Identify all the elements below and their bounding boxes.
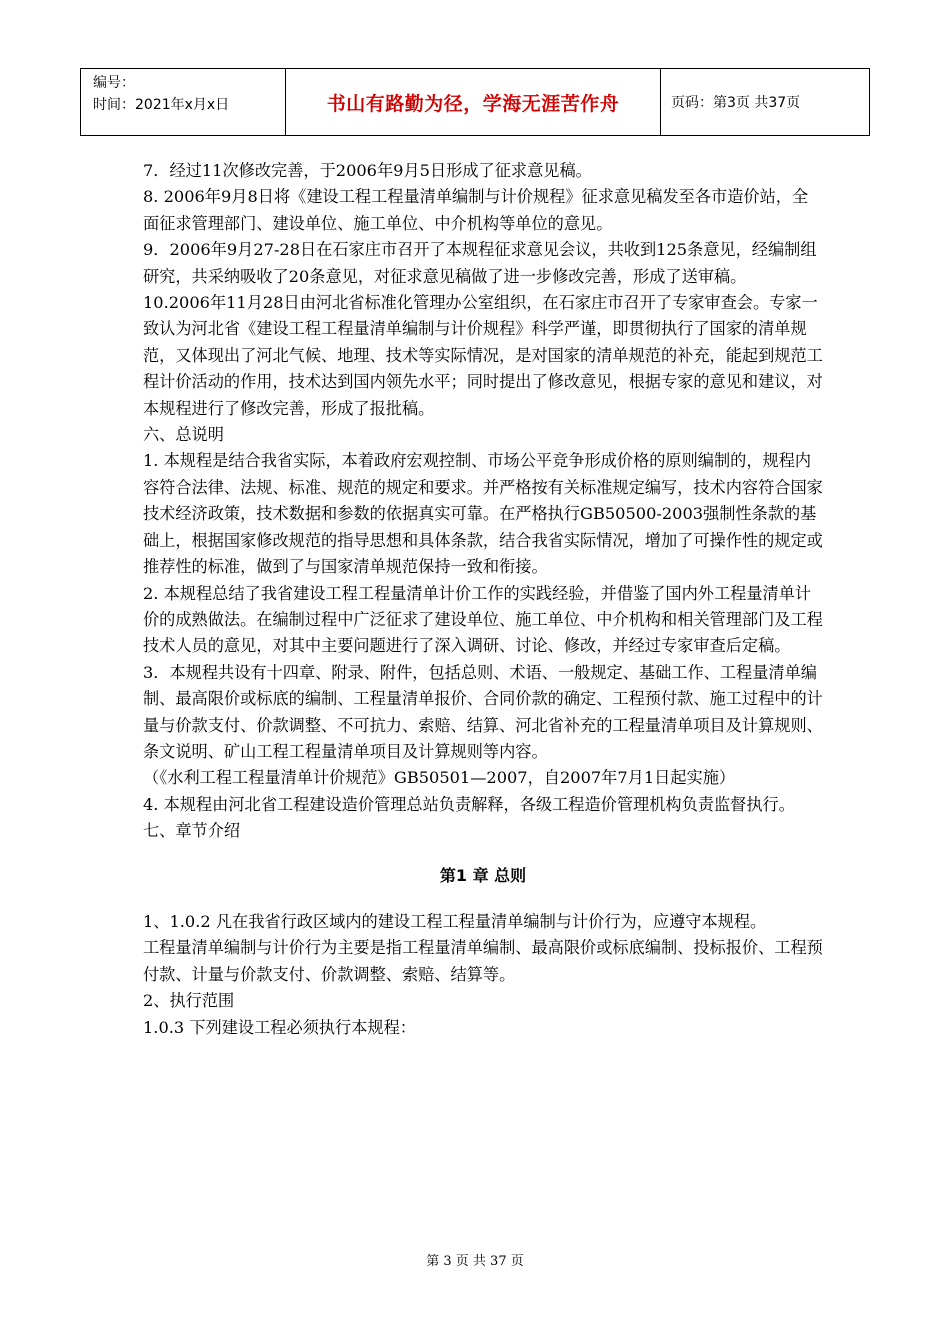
chapter-title: 第1 章 总则 [439,865,527,885]
document-body [143,158,823,1041]
section-heading: 六、总说明 [143,425,224,445]
paragraph: 1、1.0.2 凡在我省行政区域内的建设工程工程量清单编制与计价行为，应遵守本规程。 [143,911,767,931]
header-table [80,68,870,136]
paragraph: 2. 本规程总结了我省建设工程工程量清单计价工作的实践经验，并借鉴了国内外工程量清单计价的成熟做法。在编制过程中广泛征求了建设单位、施工单位、中介机构和相关管理部门及工程技术人员的意见，对其中主要问题进行了深入调研、讨论、修改，并经过专家审查后定稿。 [143,583,823,656]
paragraph: 4. 本规程由河北省工程建设造价管理总站负责解释，各级工程造价管理机构负责监督执行。 [143,794,795,814]
paragraph: 10.2006年11月28日由河北省标准化管理办公室组织，在石家庄市召开了专家审查会。专家一致认为河北省《建设工程工程量清单编制与计价规程》科学严谨，即贯彻执行了国家的清单规范，又体现出了河北气候、地理、技术等实际情况，是对国家的清单规范的补充，能起到规范工程计价活动的作用，技术达到国内领先水平；同时提出了修改意见，根据专家的意见和建议，对本规程进行了修改完善，形成了报批稿。 [143,293,823,418]
document-number-label: 编号： [93,75,135,91]
header-motto: 书山有路勤为径，学海无涯苦作舟 [326,92,620,115]
header-motto-cell [286,69,661,135]
section-heading: 2、执行范围 [143,991,235,1011]
paragraph: 1.0.3 下列建设工程必须执行本规程： [143,1017,416,1037]
document-time-label: 时间：2021年x月x日 [93,97,230,113]
paragraph: 7．经过11次修改完善，于2006年9月5日形成了征求意见稿。 [143,161,592,180]
header-page-info: 页码：第3页 共37页 [671,95,801,111]
header-page-cell [661,69,869,135]
paragraph: 8. 2006年9月8日将《建设工程工程量清单编制与计价规程》征求意见稿发至各市造价站，全面征求管理部门、建设单位、施工单位、中介机构等单位的意见。 [143,187,809,233]
paragraph: （《水利工程工程量清单计价规范》GB50501—2007，自2007年7月1日起实施） [143,768,736,788]
header-left-cell [81,69,286,135]
page-footer: 第 3 页 共 37 页 [426,1254,524,1269]
paragraph: 3．本规程共设有十四章、附录、附件，包括总则、术语、一般规定、基础工作、工程量清单编制、最高限价或标底的编制、工程量清单报价、合同价款的确定、工程预付款、施工过程中的计量与价款支付、价款调整、不可抗力、索赔、结算、河北省补充的工程量清单项目及计算规则、条文说明、矿山工程工程量清单项目及计算规则等内容。 [143,662,823,761]
paragraph: 1. 本规程是结合我省实际，本着政府宏观控制、市场公平竞争形成价格的原则编制的，规程内容符合法律、法规、标准、规范的规定和要求。并严格按有关标准规定编写，技术内容符合国家技术经济政策，技术数据和参数的依据真实可靠。在严格执行GB50500-2003强制性条款的基础上，根据国家修改规范的指导思想和具体条款，结合我省实际情况，增加了可操作性的规定或推荐性的标准，做到了与国家清单规范保持一致和衔接。 [143,451,823,577]
paragraph: 工程量清单编制与计价行为主要是指工程量清单编制、最高限价或标底编制、投标报价、工程预付款、计量与价款支付、价款调整、索赔、结算等。 [143,938,823,984]
section-heading: 七、章节介绍 [143,821,241,841]
paragraph: 9．2006年9月27-28日在石家庄市召开了本规程征求意见会议，共收到125条意见，经编制组研究，共采纳吸收了20条意见，对征求意见稿做了进一步修改完善，形成了送审稿。 [143,240,817,286]
